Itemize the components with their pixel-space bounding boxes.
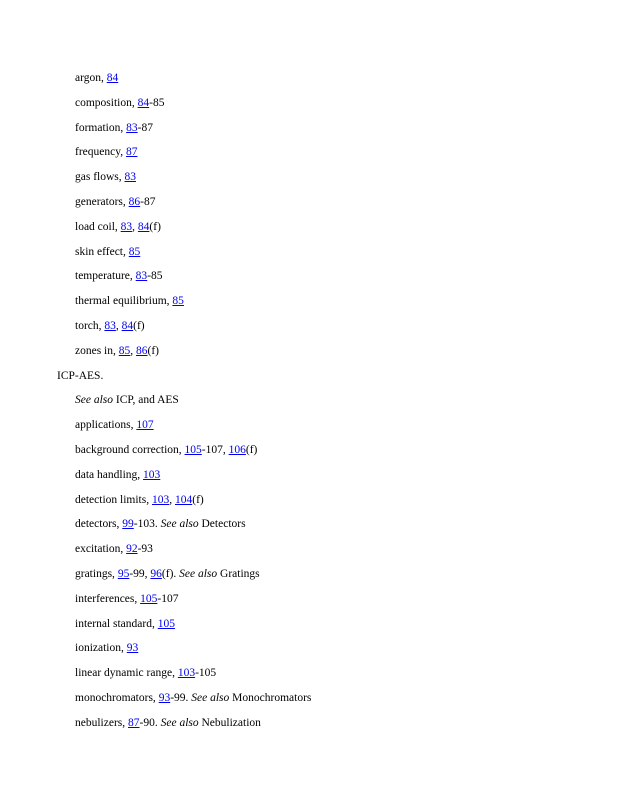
entry-text: -99, (129, 567, 151, 580)
entry-text: torch, (75, 319, 105, 332)
entry-text: internal standard, (75, 617, 158, 630)
index-sub-entry (0, 488, 617, 513)
entry-text: (f). (161, 567, 180, 580)
index-main-entry (0, 364, 617, 389)
see-also-label: See also (75, 394, 114, 407)
page-reference-link[interactable]: 86 (136, 344, 148, 357)
page-reference-link[interactable]: 84 (137, 220, 150, 233)
index-sub-entry (0, 686, 617, 711)
page-reference-link[interactable]: 93 (126, 642, 139, 655)
index-sub-entry (0, 388, 617, 413)
entry-text: Nebulization (198, 716, 261, 729)
entry-text: detection limits, (75, 493, 152, 506)
page-reference-link[interactable]: 99 (122, 518, 134, 531)
page-reference-link[interactable]: 107 (136, 419, 154, 432)
page-reference-link[interactable]: 104 (174, 493, 193, 506)
entry-text: nebulizers, (75, 716, 129, 729)
entry-text: -85 (147, 270, 163, 283)
page-reference-link[interactable]: 83 (126, 121, 138, 134)
index-sub-entry (0, 289, 617, 314)
page-reference-link[interactable]: 87 (125, 146, 138, 159)
entry-text: , (132, 220, 138, 233)
entry-text: ICP, and AES (113, 394, 179, 407)
index-sub-entry (0, 91, 617, 116)
index-sub-entry (0, 116, 617, 141)
entry-text: background correction, (75, 443, 185, 456)
entry-text: generators, (75, 195, 129, 208)
index-sub-entry (0, 413, 617, 438)
page-reference-link[interactable]: 84 (121, 319, 134, 332)
entry-text: -107, (201, 443, 229, 456)
index-sub-entry (0, 587, 617, 612)
see-also-label: See also (160, 518, 199, 531)
page-reference-link[interactable]: 83 (120, 220, 133, 233)
page-reference-link[interactable]: 106 (228, 443, 246, 456)
entry-text: -107 (157, 592, 179, 605)
page-reference-link[interactable]: 86 (128, 195, 141, 208)
index-sub-entry (0, 66, 617, 91)
entry-text: -90. (139, 716, 161, 729)
entry-text: ICP-AES. (57, 369, 104, 382)
index-sub-entry (0, 215, 617, 240)
page-reference-link[interactable]: 83 (104, 319, 116, 332)
entry-text: temperature, (75, 270, 136, 283)
page-reference-link[interactable]: 103 (151, 493, 170, 506)
index-sub-entry (0, 512, 617, 537)
page-reference-link[interactable]: 105 (184, 443, 202, 456)
index-page (0, 66, 617, 736)
entry-text: composition, (75, 96, 138, 109)
index-sub-entry (0, 711, 617, 736)
page-reference-link[interactable]: 95 (117, 567, 130, 580)
entry-text: Detectors (198, 518, 246, 531)
entry-text: (f) (192, 493, 204, 506)
entry-text: -87 (140, 195, 156, 208)
entry-text: Monochromators (229, 691, 312, 704)
entry-text: interferences, (75, 592, 141, 605)
entry-text: (f) (245, 443, 258, 456)
entry-text: (f) (149, 220, 161, 233)
index-sub-entry (0, 165, 617, 190)
index-sub-entry (0, 339, 617, 364)
entry-text: -105 (195, 667, 217, 680)
page-reference-link[interactable]: 85 (118, 344, 131, 357)
index-sub-entry (0, 562, 617, 587)
see-also-label: See also (160, 716, 199, 729)
entry-text: zones in, (75, 344, 119, 357)
index-sub-entry (0, 537, 617, 562)
entry-text: data handling, (75, 468, 144, 481)
entry-text: -93 (137, 543, 153, 556)
entry-text: excitation, (75, 543, 127, 556)
index-sub-entry (0, 636, 617, 661)
entry-text: linear dynamic range, (75, 667, 178, 680)
entry-text: monochromators, (75, 691, 159, 704)
page-reference-link[interactable]: 85 (172, 295, 184, 308)
entry-text: formation, (75, 121, 127, 134)
entry-text: (f) (133, 319, 145, 332)
entry-text: , (130, 344, 137, 357)
index-sub-entry (0, 438, 617, 463)
page-reference-link[interactable]: 87 (128, 716, 140, 729)
page-reference-link[interactable]: 84 (137, 96, 150, 109)
see-also-label: See also (179, 567, 218, 580)
index-sub-entry (0, 240, 617, 265)
index-sub-entry (0, 314, 617, 339)
entry-text: argon, (75, 72, 107, 84)
index-sub-entry (0, 264, 617, 289)
index-sub-entry (0, 612, 617, 637)
entry-text: , (115, 319, 122, 332)
page-reference-link[interactable]: 96 (150, 567, 162, 580)
page-reference-link[interactable]: 85 (128, 245, 141, 258)
see-also-label: See also (191, 691, 230, 704)
page-reference-link[interactable]: 103 (177, 667, 196, 680)
entry-text: , (169, 493, 175, 506)
index-sub-entry (0, 463, 617, 488)
page-reference-link[interactable]: 84 (106, 72, 119, 84)
entry-text: gas flows, (75, 171, 125, 184)
page-reference-link[interactable]: 105 (140, 592, 158, 605)
page-reference-link[interactable]: 83 (135, 270, 148, 283)
page-reference-link[interactable]: 83 (124, 171, 137, 184)
entry-text: -103. (133, 518, 161, 531)
page-reference-link[interactable]: 103 (143, 468, 161, 481)
entry-text: frequency, (75, 146, 126, 159)
index-sub-entry (0, 190, 617, 215)
entry-text: load coil, (75, 220, 121, 233)
index-sub-entry (0, 661, 617, 686)
entry-text: detectors, (75, 518, 123, 531)
entry-text: (f) (147, 344, 160, 357)
entry-text: skin effect, (75, 245, 129, 258)
entry-text: applications, (75, 419, 137, 432)
entry-text: Gratings (217, 567, 260, 580)
entry-text: -85 (149, 96, 165, 109)
index-sub-entry (0, 140, 617, 165)
entry-text: ionization, (75, 642, 127, 655)
entry-text: -99. (170, 691, 192, 704)
page-reference-link[interactable]: 92 (126, 543, 138, 556)
page-reference-link[interactable]: 93 (158, 691, 171, 704)
entry-text: gratings, (75, 567, 118, 580)
entry-text: thermal equilibrium, (75, 295, 173, 308)
entry-text: -87 (137, 121, 153, 134)
page-reference-link[interactable]: 105 (157, 617, 175, 630)
